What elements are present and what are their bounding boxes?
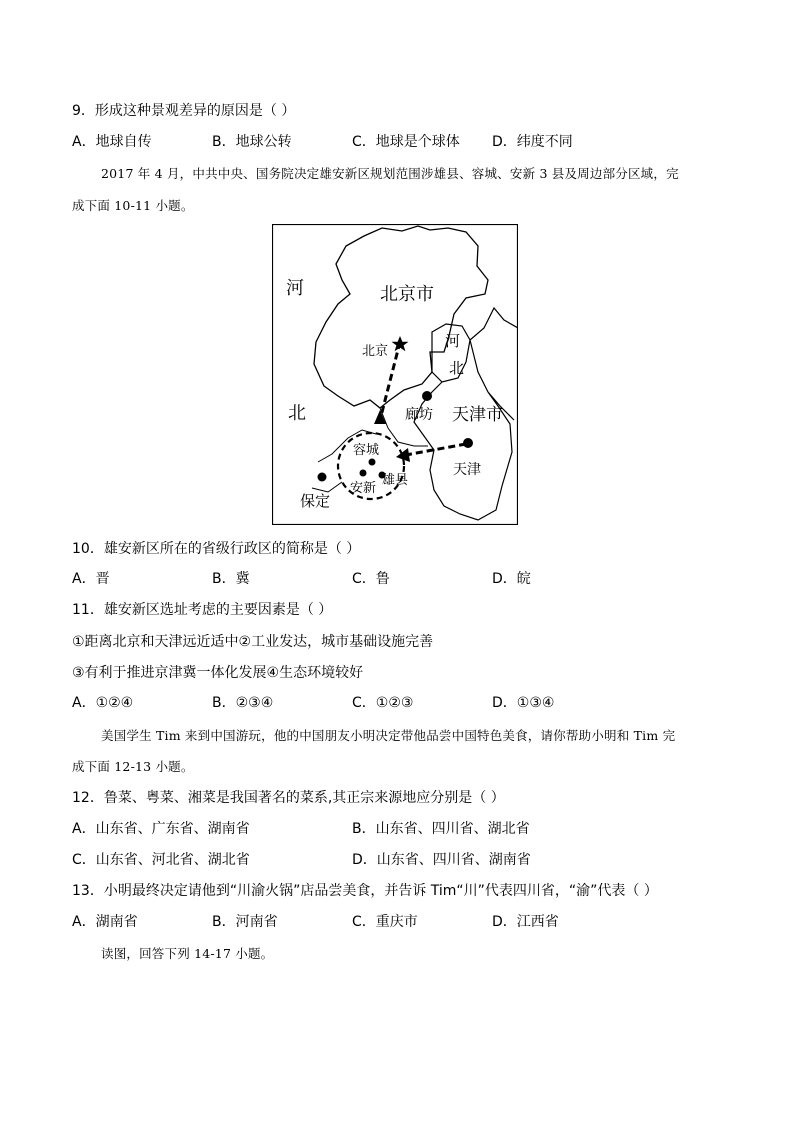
q11-option-c: C．①②③ — [352, 695, 414, 711]
map-label-beijing: 北京 — [362, 344, 389, 359]
q12-option-c: C．山东省、河北省、湖北省 — [72, 852, 250, 868]
q11-stem: 11．雄安新区选址考虑的主要因素是（ ） — [72, 602, 333, 618]
q13-stem: 13．小明最终决定请他到“川渝火锅”店品尝美食，并告诉 Tim“川”代表四川省，“渝”代表（ ） — [72, 883, 658, 899]
intro-14-17: 读图，回答下列 14-17 小题。 — [101, 946, 274, 961]
map-label-beijing-city: 北京市 — [380, 284, 434, 305]
map-label-xiongxian: 雄县 — [382, 473, 409, 488]
q9-option-d: D．纬度不同 — [492, 134, 573, 150]
q10-option-a: A．晋 — [72, 571, 110, 587]
q10-stem: 10．雄安新区所在的省级行政区的简称是（ ） — [72, 541, 361, 557]
anxin-dot — [360, 470, 367, 477]
map-label-he-left: 河 — [286, 278, 304, 299]
q12-option-a: A．山东省、广东省、湖南省 — [72, 821, 250, 837]
q10-option-b: B．冀 — [212, 571, 250, 587]
map-label-bei-left: 北 — [288, 403, 306, 424]
q9-option-a: A．地球自传 — [72, 134, 152, 150]
q12-stem: 12．鲁菜、粤菜、湘菜是我国著名的菜系,其正宗来源地应分别是（ ） — [72, 790, 505, 806]
intro-12-13-line1: 美国学生 Tim 来到中国游玩，他的中国朋友小明决定带他品尝中国特色美食，请你帮助小明和 Tim 完 — [101, 728, 676, 743]
q13-option-b: B．河南省 — [212, 914, 278, 930]
q10-option-c: C．鲁 — [352, 571, 390, 587]
q13-option-c: C．重庆市 — [352, 914, 418, 930]
q12-option-d: D．山东省、四川省、湖南省 — [352, 852, 531, 868]
q11-option-d: D．①③④ — [492, 695, 555, 711]
map-label-tianjin-city: 天津市 — [452, 405, 503, 425]
q11-option-b: B．②③④ — [212, 695, 274, 711]
intro-10-11-line1: 2017 年 4 月，中共中央、国务院决定雄安新区规划范围涉雄县、容城、安新 3 县及周边部分区域，完 — [101, 166, 679, 181]
q12-option-b: B．山东省、四川省、湖北省 — [352, 821, 530, 837]
tianjin-dot — [463, 438, 473, 448]
map-label-langfang: 廊坊 — [405, 407, 433, 423]
q11-statement-2: ③有利于推进京津冀一体化发展④生态环境较好 — [72, 665, 364, 681]
baoding-dot — [318, 473, 327, 482]
map-label-anxin: 安新 — [350, 481, 377, 496]
q9-option-b: B．地球公转 — [212, 134, 292, 150]
intro-12-13-line2: 成下面 12-13 小题。 — [72, 759, 194, 774]
map-label-baoding: 保定 — [300, 492, 331, 510]
q11-option-a: A．①②④ — [72, 695, 134, 711]
langfang-dot — [422, 391, 432, 401]
xiongan-map — [272, 224, 518, 525]
q11-statement-1: ①距离北京和天津远近适中②工业发达，城市基础设施完善 — [72, 634, 434, 650]
map-label-tianjin: 天津 — [453, 462, 481, 478]
q9-stem: 9．形成这种景观差异的原因是（ ） — [72, 103, 296, 119]
q9-option-c: C．地球是个球体 — [352, 134, 460, 150]
q13-option-d: D．江西省 — [492, 914, 559, 930]
intro-10-11-line2: 成下面 10-11 小题。 — [72, 198, 194, 213]
map-label-rongcheng: 容城 — [353, 443, 380, 458]
rongcheng-dot — [369, 459, 376, 466]
map-label-he-small: 河 — [445, 332, 461, 350]
q10-option-d: D．皖 — [492, 571, 531, 587]
q13-option-a: A．湖南省 — [72, 914, 138, 930]
map-label-bei-small: 北 — [449, 359, 465, 377]
